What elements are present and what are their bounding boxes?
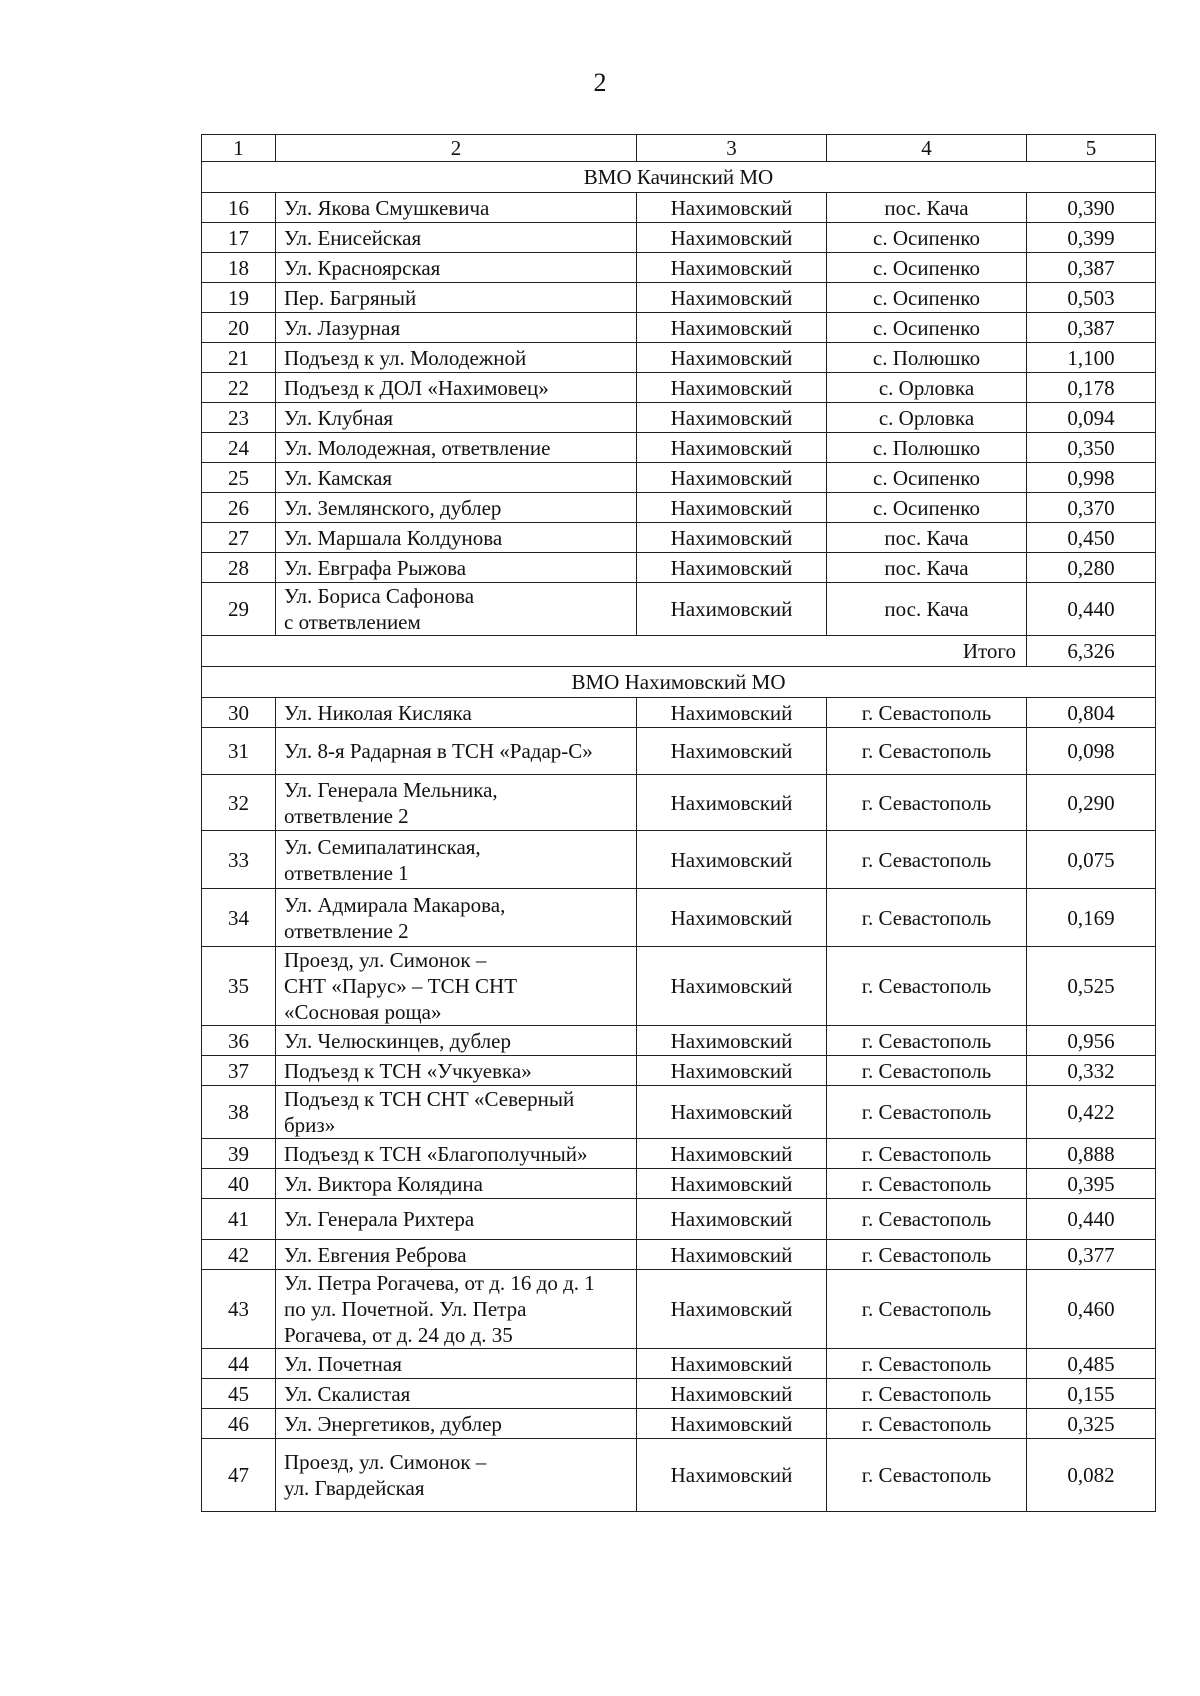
row-number: 37	[202, 1056, 276, 1086]
length-km: 0,804	[1027, 698, 1156, 728]
locality: г. Севастополь	[827, 1349, 1027, 1379]
road-name: Ул. Маршала Колдунова	[276, 523, 637, 553]
locality: г. Севастополь	[827, 831, 1027, 889]
table-row	[202, 343, 1156, 373]
table-row	[202, 1379, 1156, 1409]
section-title: ВМО Нахимовский МО	[202, 667, 1156, 698]
row-number: 24	[202, 433, 276, 463]
row-number: 40	[202, 1169, 276, 1199]
district: Нахимовский	[637, 283, 827, 313]
row-number: 32	[202, 775, 276, 831]
district: Нахимовский	[637, 373, 827, 403]
length-km: 0,440	[1027, 583, 1156, 636]
total-value: 6,326	[1027, 636, 1156, 667]
length-km: 0,169	[1027, 889, 1156, 947]
locality: г. Севастополь	[827, 1056, 1027, 1086]
district: Нахимовский	[637, 889, 827, 947]
total-label: Итого	[202, 636, 1027, 667]
table-row	[202, 523, 1156, 553]
road-name: Ул. Петра Рогачева, от д. 16 до д. 1 по ул. Почетной. Ул. Петра Рогачева, от д. 24 до д. 35	[276, 1270, 637, 1349]
road-name: Ул. Челюскинцев, дублер	[276, 1026, 637, 1056]
district: Нахимовский	[637, 775, 827, 831]
table-row	[202, 698, 1156, 728]
length-km: 0,395	[1027, 1169, 1156, 1199]
district: Нахимовский	[637, 698, 827, 728]
district: Нахимовский	[637, 193, 827, 223]
road-name: Ул. Евгения Реброва	[276, 1240, 637, 1270]
table-row	[202, 493, 1156, 523]
locality: г. Севастополь	[827, 728, 1027, 775]
road-name: Ул. Скалистая	[276, 1379, 637, 1409]
locality: г. Севастополь	[827, 1026, 1027, 1056]
table-row	[202, 193, 1156, 223]
length-km: 0,422	[1027, 1086, 1156, 1139]
district: Нахимовский	[637, 831, 827, 889]
table-row	[202, 1169, 1156, 1199]
locality: с. Осипенко	[827, 313, 1027, 343]
road-name: Ул. Молодежная, ответвление	[276, 433, 637, 463]
row-number: 30	[202, 698, 276, 728]
row-number: 34	[202, 889, 276, 947]
locality: с. Осипенко	[827, 493, 1027, 523]
road-name: Ул. Виктора Колядина	[276, 1169, 637, 1199]
length-km: 0,155	[1027, 1379, 1156, 1409]
district: Нахимовский	[637, 1240, 827, 1270]
table-row	[202, 1439, 1156, 1512]
district: Нахимовский	[637, 947, 827, 1026]
table-row	[202, 947, 1156, 1026]
locality: г. Севастополь	[827, 1270, 1027, 1349]
road-name: Пер. Багряный	[276, 283, 637, 313]
length-km: 0,888	[1027, 1139, 1156, 1169]
length-km: 0,503	[1027, 283, 1156, 313]
table-row	[202, 1270, 1156, 1349]
district: Нахимовский	[637, 583, 827, 636]
road-name: Подъезд к ТСН «Учкуевка»	[276, 1056, 637, 1086]
table-row	[202, 1026, 1156, 1056]
length-km: 0,387	[1027, 253, 1156, 283]
length-km: 0,390	[1027, 193, 1156, 223]
locality: г. Севастополь	[827, 1439, 1027, 1512]
locality: г. Севастополь	[827, 1086, 1027, 1139]
length-km: 0,332	[1027, 1056, 1156, 1086]
road-name: Ул. Красноярская	[276, 253, 637, 283]
district: Нахимовский	[637, 1199, 827, 1240]
district: Нахимовский	[637, 1379, 827, 1409]
table-row	[202, 728, 1156, 775]
length-km: 0,460	[1027, 1270, 1156, 1349]
locality: с. Полюшко	[827, 343, 1027, 373]
district: Нахимовский	[637, 1409, 827, 1439]
road-name: Подъезд к ул. Молодежной	[276, 343, 637, 373]
locality: с. Орловка	[827, 403, 1027, 433]
locality: с. Осипенко	[827, 283, 1027, 313]
row-number: 35	[202, 947, 276, 1026]
district: Нахимовский	[637, 253, 827, 283]
table-row	[202, 553, 1156, 583]
length-km: 0,450	[1027, 523, 1156, 553]
table-row	[202, 583, 1156, 636]
locality: пос. Кача	[827, 583, 1027, 636]
row-number: 46	[202, 1409, 276, 1439]
header-cell: 3	[637, 135, 827, 162]
district: Нахимовский	[637, 1026, 827, 1056]
page-number: 2	[593, 68, 607, 97]
length-km: 0,956	[1027, 1026, 1156, 1056]
road-name: Подъезд к ДОЛ «Нахимовец»	[276, 373, 637, 403]
locality: г. Севастополь	[827, 1199, 1027, 1240]
road-name: Ул. Адмирала Макарова, ответвление 2	[276, 889, 637, 947]
table-row	[202, 1056, 1156, 1086]
header-row	[202, 135, 1156, 162]
road-name: Ул. Семипалатинская, ответвление 1	[276, 831, 637, 889]
row-number: 31	[202, 728, 276, 775]
row-number: 22	[202, 373, 276, 403]
row-number: 43	[202, 1270, 276, 1349]
table-row	[202, 1409, 1156, 1439]
table-row	[202, 1139, 1156, 1169]
length-km: 0,440	[1027, 1199, 1156, 1240]
district: Нахимовский	[637, 313, 827, 343]
header-cell: 5	[1027, 135, 1156, 162]
district: Нахимовский	[637, 553, 827, 583]
section-row-nakhimovsky	[202, 667, 1156, 698]
road-name: Ул. 8-я Радарная в ТСН «Радар-С»	[276, 728, 637, 775]
locality: пос. Кача	[827, 523, 1027, 553]
road-name: Подъезд к ТСН СНТ «Северный бриз»	[276, 1086, 637, 1139]
road-name: Ул. Лазурная	[276, 313, 637, 343]
road-name: Ул. Камская	[276, 463, 637, 493]
table-row	[202, 463, 1156, 493]
table-row	[202, 1349, 1156, 1379]
locality: пос. Кача	[827, 553, 1027, 583]
roads-table	[201, 134, 1156, 1512]
road-name: Проезд, ул. Симонок – ул. Гвардейская	[276, 1439, 637, 1512]
road-name: Ул. Николая Кисляка	[276, 698, 637, 728]
district: Нахимовский	[637, 1139, 827, 1169]
row-number: 28	[202, 553, 276, 583]
road-name: Ул. Почетная	[276, 1349, 637, 1379]
header-cell: 2	[276, 135, 637, 162]
district: Нахимовский	[637, 1270, 827, 1349]
locality: с. Полюшко	[827, 433, 1027, 463]
row-number: 33	[202, 831, 276, 889]
locality: г. Севастополь	[827, 1240, 1027, 1270]
length-km: 0,290	[1027, 775, 1156, 831]
locality: г. Севастополь	[827, 889, 1027, 947]
row-number: 23	[202, 403, 276, 433]
row-number: 20	[202, 313, 276, 343]
road-name: Ул. Генерала Рихтера	[276, 1199, 637, 1240]
table-row	[202, 1199, 1156, 1240]
length-km: 0,485	[1027, 1349, 1156, 1379]
district: Нахимовский	[637, 463, 827, 493]
length-km: 0,377	[1027, 1240, 1156, 1270]
road-name: Ул. Землянского, дублер	[276, 493, 637, 523]
row-number: 27	[202, 523, 276, 553]
road-name: Ул. Якова Смушкевича	[276, 193, 637, 223]
locality: г. Севастополь	[827, 1169, 1027, 1199]
district: Нахимовский	[637, 1439, 827, 1512]
district: Нахимовский	[637, 1086, 827, 1139]
road-name: Ул. Евграфа Рыжова	[276, 553, 637, 583]
row-number: 36	[202, 1026, 276, 1056]
row-number: 21	[202, 343, 276, 373]
table-row	[202, 831, 1156, 889]
table-row	[202, 283, 1156, 313]
table-row	[202, 373, 1156, 403]
row-number: 47	[202, 1439, 276, 1512]
locality: с. Осипенко	[827, 463, 1027, 493]
locality: г. Севастополь	[827, 775, 1027, 831]
length-km: 0,350	[1027, 433, 1156, 463]
locality: с. Орловка	[827, 373, 1027, 403]
district: Нахимовский	[637, 523, 827, 553]
length-km: 0,370	[1027, 493, 1156, 523]
row-number: 29	[202, 583, 276, 636]
row-number: 45	[202, 1379, 276, 1409]
length-km: 0,178	[1027, 373, 1156, 403]
district: Нахимовский	[637, 1169, 827, 1199]
row-number: 41	[202, 1199, 276, 1240]
table-row	[202, 1240, 1156, 1270]
road-name: Проезд, ул. Симонок – СНТ «Парус» – ТСН СНТ «Сосновая роща»	[276, 947, 637, 1026]
row-number: 25	[202, 463, 276, 493]
header-cell: 4	[827, 135, 1027, 162]
table-row	[202, 433, 1156, 463]
locality: г. Севастополь	[827, 1139, 1027, 1169]
row-number: 44	[202, 1349, 276, 1379]
length-km: 0,525	[1027, 947, 1156, 1026]
row-number: 39	[202, 1139, 276, 1169]
length-km: 0,075	[1027, 831, 1156, 889]
section-title: ВМО Качинский МО	[202, 162, 1156, 193]
length-km: 0,998	[1027, 463, 1156, 493]
locality: с. Осипенко	[827, 223, 1027, 253]
road-name: Ул. Энергетиков, дублер	[276, 1409, 637, 1439]
road-name: Ул. Генерала Мельника, ответвление 2	[276, 775, 637, 831]
length-km: 0,387	[1027, 313, 1156, 343]
district: Нахимовский	[637, 1349, 827, 1379]
road-name: Ул. Клубная	[276, 403, 637, 433]
table-row	[202, 775, 1156, 831]
row-number: 26	[202, 493, 276, 523]
district: Нахимовский	[637, 1056, 827, 1086]
length-km: 0,280	[1027, 553, 1156, 583]
table-row	[202, 1086, 1156, 1139]
district: Нахимовский	[637, 223, 827, 253]
table-row	[202, 313, 1156, 343]
row-number: 18	[202, 253, 276, 283]
road-name: Подъезд к ТСН «Благополучный»	[276, 1139, 637, 1169]
table-row	[202, 223, 1156, 253]
row-number: 17	[202, 223, 276, 253]
total-row	[202, 636, 1156, 667]
road-name: Ул. Енисейская	[276, 223, 637, 253]
locality: с. Осипенко	[827, 253, 1027, 283]
locality: г. Севастополь	[827, 947, 1027, 1026]
district: Нахимовский	[637, 493, 827, 523]
table-row	[202, 403, 1156, 433]
district: Нахимовский	[637, 433, 827, 463]
header-cell: 1	[202, 135, 276, 162]
length-km: 0,325	[1027, 1409, 1156, 1439]
district: Нахимовский	[637, 343, 827, 373]
length-km: 0,098	[1027, 728, 1156, 775]
length-km: 0,399	[1027, 223, 1156, 253]
section-row-kachinsky	[202, 162, 1156, 193]
row-number: 38	[202, 1086, 276, 1139]
road-name: Ул. Бориса Сафонова с ответвлением	[276, 583, 637, 636]
locality: пос. Кача	[827, 193, 1027, 223]
row-number: 16	[202, 193, 276, 223]
locality: г. Севастополь	[827, 1409, 1027, 1439]
row-number: 19	[202, 283, 276, 313]
table-row	[202, 253, 1156, 283]
length-km: 0,094	[1027, 403, 1156, 433]
district: Нахимовский	[637, 403, 827, 433]
row-number: 42	[202, 1240, 276, 1270]
locality: г. Севастополь	[827, 698, 1027, 728]
table-row	[202, 889, 1156, 947]
length-km: 1,100	[1027, 343, 1156, 373]
length-km: 0,082	[1027, 1439, 1156, 1512]
district: Нахимовский	[637, 728, 827, 775]
locality: г. Севастополь	[827, 1379, 1027, 1409]
